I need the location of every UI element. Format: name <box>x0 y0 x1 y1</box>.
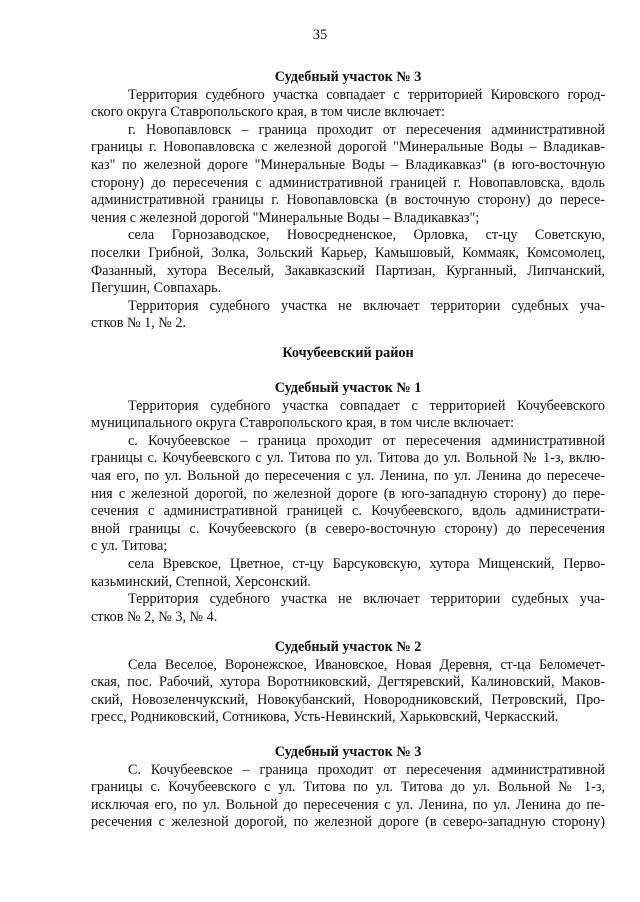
paragraph <box>91 87 605 122</box>
paragraph <box>91 762 605 832</box>
paragraph <box>91 298 605 333</box>
section-kochubeevsky-2 <box>91 639 605 727</box>
section-kochubeevsky-1 <box>91 380 605 626</box>
text-line: с ул. Титова; <box>91 538 168 555</box>
text-line: Фазанный, хутора Веселый, Закавказский Партизан, Курганный, Липчанский, <box>91 262 605 279</box>
section-kochubeevsky-3 <box>91 744 605 832</box>
paragraph <box>91 591 605 626</box>
paragraph <box>91 122 605 228</box>
text-line: Территория судебного участка не включает территории судебных уча- <box>128 591 605 608</box>
text-line: села Горнозаводское, Новосредненское, Орловка, ст-цу Советскую, <box>128 227 605 244</box>
section-heading: Судебный участок № 3 <box>274 744 422 760</box>
text-line: исключая его, по ул. Вольной до пересечения с ул. Ленина, по ул. Ленина до пе- <box>91 796 605 813</box>
paragraph <box>91 227 605 297</box>
text-line: Села Веселое, Воронежское, Ивановское, Новая Деревня, ст-ца Беломечет- <box>128 656 605 673</box>
text-line: муниципального округа Ставропольского края, в том числе включает: <box>91 415 515 432</box>
paragraph <box>91 398 605 433</box>
text-line: административной границы г. Новопавловска (в восточную сторону) до пересе- <box>91 192 605 209</box>
section-heading: Судебный участок № 3 <box>274 69 422 85</box>
text-line: каз" по железной дороге "Минеральные Воды – Владикавказ" (в юго-восточную <box>91 156 605 173</box>
text-line: с. Кочубеевское – граница проходит от пересечения административной <box>128 432 605 449</box>
text-line: поселки Грибной, Золка, Зольский Карьер, Камышовый, Коммаяк, Комсомолец, <box>91 244 605 261</box>
text-line: сечения с административной границей с. Кочубеевского, вдоль администрати- <box>91 503 605 520</box>
text-line: Территория судебного участка совпадает с территорией Кочубеевского <box>128 397 605 414</box>
text-line: сторону) до пересечения с административной границей г. Новопавловска, вдоль <box>91 174 605 191</box>
text-line: границы с. Кочубеевского с ул. Титова по ул. Титова до ул. Вольной № 1-з, <box>91 779 605 796</box>
text-line: границы г. Новопавловска с железной дорогой "Минеральные Воды – Владикав- <box>91 139 605 156</box>
text-line: ния с железной дорогой, по железной дороге (в юго-западную сторону) до пере- <box>91 485 605 502</box>
text-line: ская, пос. Рабочий, хутора Воротниковский, Дегтяревский, Калиновский, Маков- <box>91 674 605 691</box>
text-line: села Вревское, Цветное, ст-цу Барсуковскую, хутора Мищенский, Перво- <box>128 555 605 572</box>
section-heading: Судебный участок № 1 <box>274 380 422 396</box>
text-line: Пегушин, Совпахарь. <box>91 280 222 297</box>
text-line: границы с. Кочубеевского с ул. Титова по ул. Титова до ул. Вольной № 1-з, вклю- <box>91 450 605 467</box>
text-line: стков № 2, № 3, № 4. <box>91 608 218 625</box>
paragraph <box>91 657 605 727</box>
text-line: ресечения с железной дорогой, по железной дороге (в северо-западную сторону) <box>91 814 605 831</box>
section-heading: Судебный участок № 2 <box>274 639 422 655</box>
text-line: г. Новопавловск – граница проходит от пересечения административной <box>128 121 605 138</box>
section-kirovsky-3 <box>91 69 605 333</box>
text-line: вной границы с. Кочубеевского (в северо-восточную сторону) до пересечения <box>91 520 605 537</box>
text-line: чая его, по ул. Вольной до пересечения с ул. Ленина, по ул. Ленина до пересече- <box>91 467 605 484</box>
district-heading: Кочубеевский район <box>282 345 414 361</box>
paragraph <box>91 433 605 556</box>
paragraph <box>91 556 605 591</box>
text-line: ского округа Ставропольского края, в том числе включает: <box>91 104 445 121</box>
text-line: казьминский, Степной, Херсонский. <box>91 573 311 590</box>
text-line: стков № 1, № 2. <box>91 315 187 332</box>
text-line: Территория судебного участка совпадает с территорией Кировского город- <box>128 86 605 103</box>
text-line: ский, Новозеленчукский, Новокубанский, Новородниковский, Петровский, Про- <box>91 691 605 708</box>
text-line: С. Кочубеевское – граница проходит от пересечения административной <box>128 761 605 778</box>
page-number: 35 <box>312 27 328 43</box>
district-block <box>91 345 605 363</box>
text-line: гресс, Родниковский, Сотникова, Усть-Невинский, Харьковский, Черкасский. <box>91 709 559 726</box>
text-line: Территория судебного участка не включает территории судебных уча- <box>128 297 605 314</box>
text-line: чения с железной дорогой "Минеральные Воды – Владикавказ"; <box>91 209 480 226</box>
